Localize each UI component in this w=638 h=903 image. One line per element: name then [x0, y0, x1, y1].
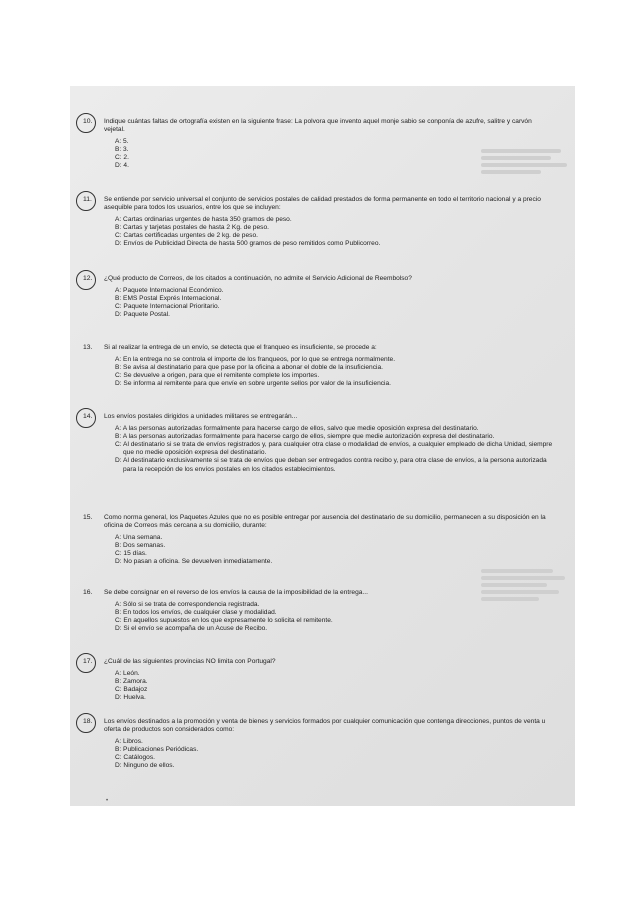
question-stem: Se debe consignar en el reverso de los envíos la causa de la imposibilidad de la entrega...: [104, 589, 368, 596]
question-16: [83, 589, 554, 633]
option-c: C: Se devuelve a origen, para que el remitente complete los importes.: [115, 372, 320, 380]
option-b: B: Se avisa al destinatario para que pase por la oficina a abonar el doble de la insuficiencia.: [115, 364, 383, 372]
option-c: C: Cartas certificadas urgentes de 2 kg. de peso.: [115, 232, 258, 240]
option-list: [115, 601, 554, 633]
option-a: A: 5.: [115, 138, 129, 146]
scanned-page: [70, 86, 575, 806]
option-d: D: Ninguno de ellos.: [115, 762, 175, 770]
question-number: 10.: [83, 118, 93, 125]
question-stem: ¿Qué producto de Correos, de los citados a continuación, no admite el Servicio Adicional de Reembolso?: [104, 275, 412, 282]
option-c: C: Badajoz: [115, 686, 148, 694]
option-d: D: Envíos de Publicidad Directa de hasta 500 gramos de peso remitidos como Publicorreo.: [115, 240, 381, 248]
question-12: [83, 275, 554, 319]
option-a: A: León.: [115, 670, 140, 678]
option-a: A: Cartas ordinarias urgentes de hasta 350 gramos de peso.: [115, 216, 292, 224]
option-b: B: En todos los envíos, de cualquier clase y modalidad.: [115, 609, 277, 617]
option-d: D: Se informa al remitente para que envíe en sobre urgente sellos por valor de la insuficiencia.: [115, 380, 391, 388]
option-a: A: Una semana.: [115, 534, 163, 542]
option-list: [115, 534, 554, 566]
option-b: B: A las personas autorizadas formalmente para hacerse cargo de ellos, siempre que medie autorización expresa del destinatario.: [115, 433, 495, 441]
question-number: 12.: [83, 275, 93, 282]
question-17: [83, 658, 554, 702]
question-number: 17.: [83, 658, 93, 665]
question-15: [83, 514, 554, 567]
option-list: [115, 287, 554, 319]
question-number: 18.: [83, 718, 93, 725]
option-d: D: Si el envío se acompaña de un Acuse de Recibo.: [115, 625, 268, 633]
option-d: D: 4.: [115, 162, 129, 170]
question-stem: Como norma general, los Paquetes Azules que no es posible entregar por ausencia del destinatario de su domicilio, permanecen a su disposición en la oficina de Correos más cercana a su domicilio, durante:: [104, 514, 546, 530]
option-b: B: EMS Postal Exprés Internacional.: [115, 295, 222, 303]
option-c: C: Al destinatario si se trata de envíos registrados y, para cualquier otra clase o modalidad de envíos, a cualquier empleado de dicha Unidad, siempre que no medie oposición expresa del destinatario.: [115, 441, 553, 457]
option-b: B: Dos semanas.: [115, 542, 166, 550]
question-11: [83, 196, 554, 249]
option-b: B: Zamora.: [115, 678, 148, 686]
question-number: 14.: [83, 413, 93, 420]
option-list: [115, 356, 554, 388]
option-a: A: Paquete Internacional Económico.: [115, 287, 224, 295]
question-number: 15.: [83, 514, 93, 521]
option-d: D: No pasan a oficina. Se devuelven inmediatamente.: [115, 558, 273, 566]
question-14: [83, 413, 554, 474]
corner-mark: •: [106, 798, 109, 804]
option-d: D: Paquete Postal.: [115, 311, 170, 319]
option-list: [115, 216, 554, 248]
option-list: [115, 425, 554, 474]
question-stem: Si al realizar la entrega de un envío, se detecta que el franqueo es insuficiente, se procede a:: [104, 344, 377, 351]
question-stem: Los envíos postales dirigidos a unidades militares se entregarán...: [104, 413, 298, 420]
question-stem: ¿Cuál de las siguientes provincias NO limita con Portugal?: [104, 658, 276, 665]
option-c: C: En aquellos supuestos en los que expresamente lo solicita el remitente.: [115, 617, 333, 625]
option-a: A: Sólo si se trata de correspondencia registrada.: [115, 601, 260, 609]
option-c: C: Paquete Internacional Prioritario.: [115, 303, 220, 311]
question-number: 11.: [83, 196, 92, 203]
question-18: [83, 718, 554, 771]
option-d: D: Huelva.: [115, 694, 146, 702]
option-c: C: 2.: [115, 154, 129, 162]
option-a: A: Libros.: [115, 738, 143, 746]
question-10: [83, 118, 554, 171]
option-list: [115, 670, 175, 702]
question-stem: Se entiende por servicio universal el conjunto de servicios postales de calidad prestados de forma permanente en todo el territorio nacional y a precio asequible para todos los usuarios, entre los que se incluyen:: [104, 196, 541, 212]
option-b: B: Publicaciones Periódicas.: [115, 746, 199, 754]
question-number: 13.: [83, 344, 93, 351]
option-b: B: Cartas y tarjetas postales de hasta 2 Kg. de peso.: [115, 224, 269, 232]
option-a: A: En la entrega no se controla el importe de los franqueos, por lo que se entrega normalmente.: [115, 356, 396, 364]
question-stem: Indique cuántas faltas de ortografía existen en la siguiente frase: La polvora que invento aquel monje sabio se conponía de azufre, salitre y carvón vejetal.: [104, 118, 532, 134]
option-b: B: 3.: [115, 146, 129, 154]
question-13: [83, 344, 554, 388]
question-stem: Los envíos destinados a la promoción y venta de bienes y servicios formados por cualquier comunicación que contenga direcciones, puntos de venta u oferta de productos son considerados como:: [104, 718, 546, 734]
question-number: 16.: [83, 589, 93, 596]
option-c: C: Catálogos.: [115, 754, 155, 762]
option-list: [115, 738, 554, 770]
option-d: D: Al destinatario exclusivamente si se trata de envíos que deban ser entregados contra recibo y, para otra clase de envíos, a la persona autorizada para la recepción de los envíos postales en los citados establecimientos.: [115, 457, 547, 473]
option-c: C: 15 días.: [115, 550, 147, 558]
option-a: A: A las personas autorizadas formalmente para hacerse cargo de ellos, salvo que medie oposición expresa del destinatario.: [115, 425, 479, 433]
option-list: [115, 138, 175, 170]
